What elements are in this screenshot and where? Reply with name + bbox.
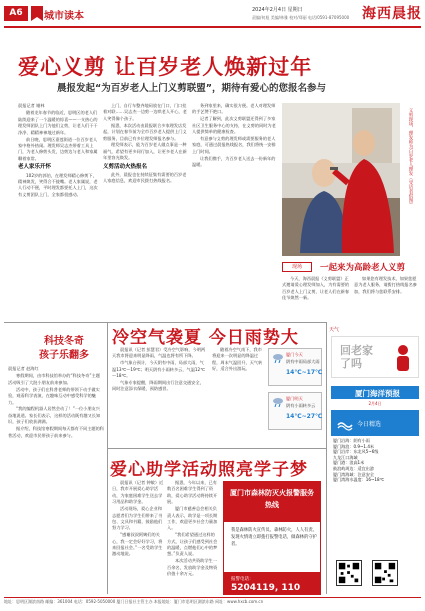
weather-card-tomorrow xyxy=(268,392,322,430)
list-item: 厦门湾海水温度：16~18℃ xyxy=(333,477,385,483)
lead-column-3 xyxy=(192,103,276,263)
science-byline: 晨报记者 赵海红 xyxy=(8,366,39,371)
sea-forecast-list xyxy=(333,438,419,483)
lead-paragraph: 务到家里来，确实很方便。老人对理发师的手艺赞不绝口。 xyxy=(192,103,276,115)
lead-subheading: 老人家乐开怀 xyxy=(18,164,52,171)
hotline-footer xyxy=(223,573,321,595)
fire-hotline-box xyxy=(223,481,321,595)
hotline-header xyxy=(223,481,321,521)
hotline-body xyxy=(223,521,321,573)
sidebar-header xyxy=(331,336,419,378)
section-flag-icon xyxy=(31,6,43,21)
study-column-2 xyxy=(167,480,219,594)
caption-tag: 现场 xyxy=(282,262,312,272)
issue-date: 2024年2月4日 星期日 xyxy=(252,7,303,13)
lead-paragraph: 让我们携手，为百岁老人送去一份新年的温暖。 xyxy=(192,155,276,168)
caption-column-2 xyxy=(354,276,420,320)
list-item: 厦门湾海域：注意安全 xyxy=(333,471,374,477)
lead-paragraph: 102岁的郭伯，在理发师精心修剪下，精神焕发，笑得合不拢嘴。老人家属说，老人行动不便，平时理发都要托人上门，这次有义剪团队上门，全家都很感动。 xyxy=(18,172,98,197)
lead-paragraph: 上门，自行车整齐地码放在门口，门口挂着对联……吴志杰一边剪一边哄老人开心，老人笑得像个孩子。 xyxy=(103,103,187,121)
caption-column-1 xyxy=(282,276,350,320)
newspaper-logo: 海西晨报 xyxy=(362,6,422,22)
lead-column-2 xyxy=(103,103,187,321)
column-divider xyxy=(326,322,327,594)
study-paragraph: 本次活动共资助学生一百余名，发放助学金及物资价值十余万元。 xyxy=(167,558,218,577)
section-divider xyxy=(108,448,326,449)
lead-headline: 爱心义剪 让百岁老人焕新过年 xyxy=(18,54,313,79)
lead-paragraph: 理发师表示，能为百岁老人做点事是一种福气，希望有更多同行加入，让更多老人在新年里容光焕发。 xyxy=(103,142,187,161)
cloud-rain-icon xyxy=(272,397,284,407)
caption-title: 一起来为高龄老人义剪 xyxy=(320,263,406,273)
sidebar-tag: 天气 xyxy=(329,327,340,333)
study-headline: 爱心助学活动照亮学子梦 xyxy=(110,460,308,480)
footer-text: 地址：思明区湖滨南路 邮编：361004 电话：0592-5050000 厦门日报社主管主办 本报地址：厦门市思明区湖滨东路 网址：www.hxcb.com.cn xyxy=(4,599,264,604)
qr-code-icon xyxy=(336,560,362,586)
weather-day-label: 厦门今天 xyxy=(286,352,303,357)
science-column xyxy=(8,366,104,594)
sea-forecast-date: 2月4日 xyxy=(368,401,382,406)
page-number-badge: A6 xyxy=(4,6,28,21)
sea-forecast-title: 厦门海洋预报 xyxy=(355,389,400,398)
lead-paragraph: 此外，晨报也在持续征集有需要的百岁老人家庭信息，欢迎市民拨打热线报名。 xyxy=(103,172,187,184)
sea-forecast-list-title: 今日精选 xyxy=(357,421,382,428)
weather-card-today xyxy=(268,348,322,386)
wave-icon xyxy=(337,415,353,431)
science-headline-line: 科技冬奇 xyxy=(44,336,84,347)
weather-temperature: 14℃~17℃ xyxy=(286,369,323,376)
list-item: 厦门海浪：0.9~1.4米 xyxy=(333,443,375,449)
weather-column-1 xyxy=(112,347,207,447)
editor-meta: 责编/何旭 美编/林雅 校对/郑丽 电话/0591-87095000 xyxy=(252,15,350,20)
lead-paragraph: 据悉，本次活动由晨报联合多家理发店发起，计划在春节前为全市百岁老人提供上门义剪服务，目前已有多位理发师报名参与。 xyxy=(103,122,187,141)
cloud-rain-icon xyxy=(272,353,284,363)
list-item: 九龙江口海域 xyxy=(333,454,358,460)
hotline-label: 报警电话： xyxy=(231,577,254,582)
study-paragraph: 活动现场，爱心企业和志愿者们为学生们带来了书包、文具和书籍，鼓励他们努力学习。 xyxy=(112,506,163,531)
lead-byline: 晨报记者 谢林 xyxy=(18,103,45,108)
hotline-text: 我是森林防火宣传员。森林防火，人人有责。发现火情请立即拨打报警电话，做森林的守护者。 xyxy=(231,528,317,547)
study-paragraph: 厦门市慈善总会相关负责人表示，助学是一项长期工作，欢迎更多社会力量加入。 xyxy=(167,506,218,531)
list-item: 厦门沿海：阴有小雨 xyxy=(333,438,370,443)
science-paragraph: 活动中，孩子们在科普老师的带领下动手做实验，观看科学表演，在趣味互动中感受科学的魅力。 xyxy=(8,386,100,405)
photo-credit: 义剪现场，理发师为百岁老人理发（受访者供图） xyxy=(408,108,413,207)
science-headline-line: 孩子乐翻多 xyxy=(39,350,89,361)
hotline-number: 5204119, 110 xyxy=(231,583,301,593)
section-title: 城市读本 xyxy=(44,11,84,22)
study-column-1 xyxy=(112,480,164,594)
weather-paragraph: 气象专家提醒，降雨期间出行注意交通安全，同时注意添衣保暖，预防感冒。 xyxy=(112,380,204,392)
sidebar-header-text: 回老家 了吗 xyxy=(340,344,373,370)
weather-description: 阴有中雨局部大雨 xyxy=(286,359,320,364)
list-item: 厦门港：浪高1米 xyxy=(333,460,365,466)
weather-temperature: 14℃~27℃ xyxy=(286,413,323,420)
weather-paragraph: 市气象台预计，今天阴有中雨，局部大雨，气温13℃～19℃；明天阴有小雨转多云，气温12℃～18℃。 xyxy=(112,360,205,379)
qr-code-icon xyxy=(372,560,398,586)
study-paragraph: 晨报讯（记者 钟敏）近日，我市开展爱心助学活动，为家庭困难学生送去学习用品和助学金。 xyxy=(112,480,164,505)
weather-headline: 冷空气袭夏 今日雨势大 xyxy=(112,328,299,348)
lead-paragraph: 前日晚，思明区嘉莲街道一位百岁老人家中格外热闹。理发师吴志杰带着工具上门，为老人修剪头发，边剪边与老人和家属聊着家常。 xyxy=(18,136,98,161)
lead-paragraph: 有意参与义剪的理发师或需要服务的老人家庭，可通过晨报热线报名，我们将统一安排上门时间。 xyxy=(192,136,276,154)
weather-day-label: 厦门明天 xyxy=(286,396,303,401)
science-paragraph: 据介绍，科技馆寒假期间每天都有不同主题的科普活动，欢迎市民带孩子前来参与。 xyxy=(8,426,104,438)
figure-icon xyxy=(392,343,414,373)
hotline-title: 厦门市森林防灭火报警服务热线 xyxy=(230,489,314,509)
lead-subheading: 义剪活动火热报名 xyxy=(103,163,148,170)
study-paragraph: “我们希望通过这样的方式，让孩子们感受到社会的温暖，点燃他们心中的梦想。”负责人说。 xyxy=(167,532,218,557)
weather-description: 阴有小雨转多云 xyxy=(286,403,316,408)
column-divider xyxy=(107,322,108,594)
list-item: 厦门沿岸：东北风5~6级 xyxy=(333,449,379,455)
masthead-rule xyxy=(4,26,421,28)
masthead xyxy=(0,0,425,28)
science-headline xyxy=(30,335,98,363)
weather-paragraph: 晨报讯（记者 彭慧君）受冷空气影响，今明两天我市将迎来明显降雨，气温也将有所下降。 xyxy=(112,347,206,359)
sea-forecast-panel xyxy=(331,410,419,436)
study-paragraph: 据悉，今年以来，已有数百名困难学生得到了资助，爱心助学活动将持续开展。 xyxy=(167,480,218,505)
science-paragraph: 寒假期间，由市科技馆举办的“科技冬奇”主题活动吸引了大批小朋友前来参加。 xyxy=(8,373,100,385)
caption-paragraph: 如果您有理发技术，如果您愿意为老人服务，请拨打热线报名参加，我们将与您联系安排。 xyxy=(354,276,417,294)
lead-column-1 xyxy=(18,103,98,321)
footer-rule xyxy=(4,597,421,598)
sea-forecast-bar xyxy=(331,386,419,399)
lead-subhead: 晨报发起“为百岁老人上门义剪联盟”，期待有爱心的您报名参与 xyxy=(57,83,326,94)
caption-paragraph: 今天，海西晨报《义剪联盟》正式邀请爱心理发师加入，为有需要的百岁老人上门义剪，让老人们在新春佳节焕然一新。 xyxy=(282,276,350,301)
weather-paragraph: 随着冷空气南下，我市将迎来一次明显的降温过程，周末气温回升，天气转好，适合外出游玩。 xyxy=(212,347,263,372)
weather-column-2 xyxy=(212,347,264,447)
study-paragraph: “感谢叔叔阿姨们的关心，我一定会好好学习，将来回报社会。”一名受助学生激动地说。 xyxy=(112,532,163,557)
lead-photo xyxy=(282,103,400,256)
science-paragraph: “我的编程机器人居然会动了！”一位小朋友兴奋地说道。家长们表示，这样的活动既有趣又长知识，孩子们收获满满。 xyxy=(8,406,101,425)
lead-paragraph: 随着龙年春节的临近，思明区的老人们陆续迎来了一个温暖的惊喜——一支热心的理发师团队上门为他们义剪，让老人们干干净净、精精神神地过新年。 xyxy=(18,110,98,135)
list-item: 鼓浪屿周边：适宜出游 xyxy=(333,465,374,471)
lead-paragraph: 记者了解到，此次义剪联盟还得到了多家社区卫生服务中心的支持，在义剪的同时为老人提供简单的健康检查。 xyxy=(192,116,276,135)
